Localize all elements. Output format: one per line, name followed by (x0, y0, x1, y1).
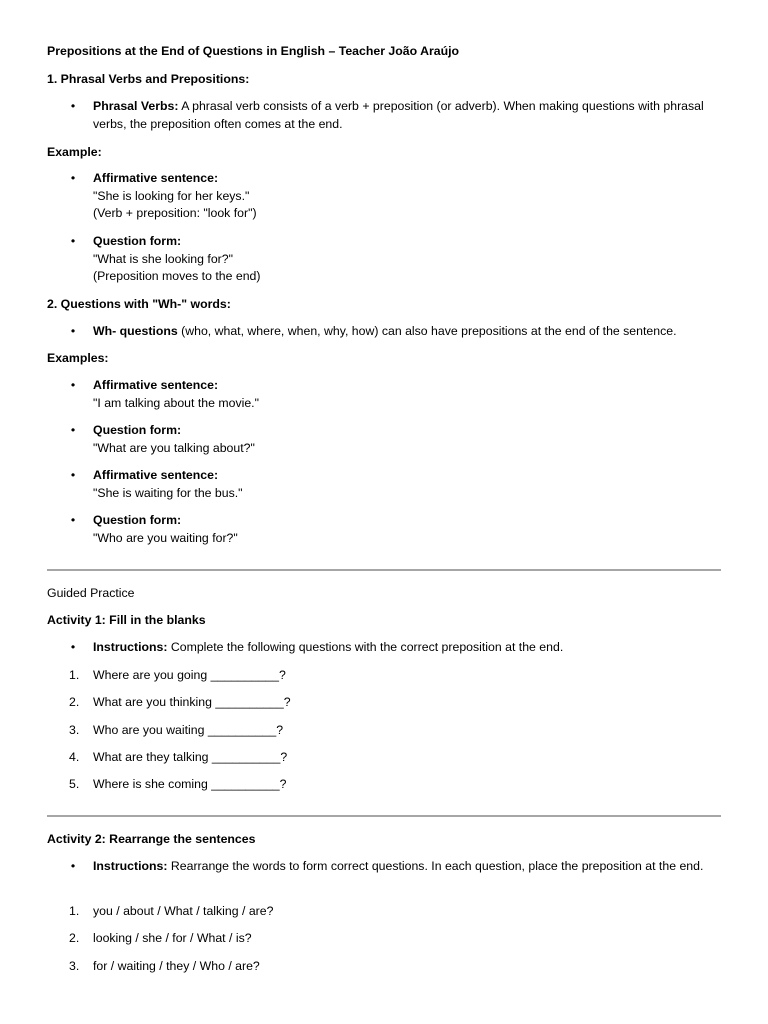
section1-definition-label: Phrasal Verbs: (93, 99, 179, 113)
example-sentence: "She is waiting for the bus." (93, 485, 243, 500)
example-sentence: "I am talking about the movie." (93, 395, 259, 410)
example-label: Affirmative sentence: (93, 468, 219, 482)
question-text: What are you thinking __________? (93, 695, 291, 709)
question-text: you / about / What / talking / are? (93, 904, 274, 918)
question-text: Who are you waiting __________? (93, 723, 284, 737)
section1-example-label (47, 144, 722, 162)
question-number: 4. (69, 750, 80, 764)
section2-heading (47, 296, 722, 314)
section2-definition-body (93, 323, 723, 341)
activity1-instructions-label: Instructions: (93, 640, 168, 654)
section1-heading (47, 71, 722, 89)
question-text: looking / she / for / What / is? (93, 931, 252, 945)
question-number: 1. (69, 668, 80, 682)
activity2-instructions-body (93, 858, 723, 876)
section1-example-body (93, 233, 723, 286)
example-note: (Preposition moves to the end) (93, 269, 261, 283)
section1-example-body (93, 170, 723, 223)
section1-heading-text: 1. Phrasal Verbs and Prepositions: (47, 72, 250, 86)
bullet-icon: • (70, 378, 76, 392)
question-number: 5. (69, 777, 80, 791)
guided-practice-heading-text: Guided Practice (47, 586, 135, 600)
section2-examples-label (47, 350, 722, 368)
section1-example-label-text: Example: (47, 145, 102, 159)
example-label: Affirmative sentence: (93, 171, 219, 185)
question-number: 2. (69, 695, 80, 709)
bullet-icon: • (70, 423, 76, 437)
section2-example-body (93, 512, 723, 547)
bullet-icon: • (70, 640, 76, 654)
bullet-icon: • (70, 859, 76, 873)
section1-definition-body (93, 98, 723, 133)
section2-heading-text: 2. Questions with "Wh-" words: (47, 297, 231, 311)
bullet-icon: • (70, 513, 76, 527)
bullet-icon: • (70, 324, 76, 338)
example-sentence: "What are you talking about?" (93, 440, 255, 455)
bullet-icon: • (70, 171, 76, 185)
section2-examples-label-text: Examples: (47, 351, 109, 365)
activity1-instructions-text: Complete the following questions with the correct preposition at the end. (167, 640, 564, 654)
example-label: Question form: (93, 234, 182, 248)
activity1-instructions-body (93, 639, 723, 657)
bullet-icon: • (70, 99, 76, 113)
question-number: 1. (69, 904, 80, 918)
horizontal-divider (47, 815, 721, 817)
activity2-heading (47, 831, 722, 849)
question-number: 2. (69, 931, 80, 945)
example-label: Affirmative sentence: (93, 378, 219, 392)
example-sentence: "She is looking for her keys." (93, 188, 250, 203)
section2-example-body (93, 422, 723, 457)
section2-definition-text: (who, what, where, when, why, how) can also have prepositions at the end of the sentence. (177, 324, 677, 338)
activity1-heading (47, 612, 722, 630)
example-sentence: "What is she looking for?" (93, 251, 233, 266)
question-text: Where is she coming __________? (93, 777, 287, 791)
question-text: What are they talking __________? (93, 750, 288, 764)
example-label: Question form: (93, 423, 182, 437)
question-text: Where are you going __________? (93, 668, 286, 682)
bullet-icon: • (70, 234, 76, 248)
guided-practice-heading (47, 585, 722, 603)
activity1-heading-text: Activity 1: Fill in the blanks (47, 613, 206, 627)
section2-definition-label: Wh- questions (93, 324, 178, 338)
question-number: 3. (69, 959, 80, 973)
example-note: (Verb + preposition: "look for") (93, 206, 257, 220)
page-title (47, 43, 722, 61)
section1-definition-text: A phrasal verb consists of a verb + preposition (or adverb). When making questions with phrasal verbs, the preposition often comes at the end. (93, 99, 704, 131)
horizontal-divider (47, 569, 721, 571)
section2-example-body (93, 467, 723, 502)
page-title-text: Prepositions at the End of Questions in English – Teacher João Araújo (47, 44, 460, 58)
example-sentence: "Who are you waiting for?" (93, 530, 238, 545)
bullet-icon: • (70, 468, 76, 482)
activity2-instructions-text: Rearrange the words to form correct questions. In each question, place the preposition at the end. (167, 859, 704, 873)
example-label: Question form: (93, 513, 182, 527)
question-number: 3. (69, 723, 80, 737)
activity2-heading-text: Activity 2: Rearrange the sentences (47, 832, 256, 846)
section2-example-body (93, 377, 723, 412)
question-text: for / waiting / they / Who / are? (93, 959, 260, 973)
activity2-instructions-label: Instructions: (93, 859, 168, 873)
